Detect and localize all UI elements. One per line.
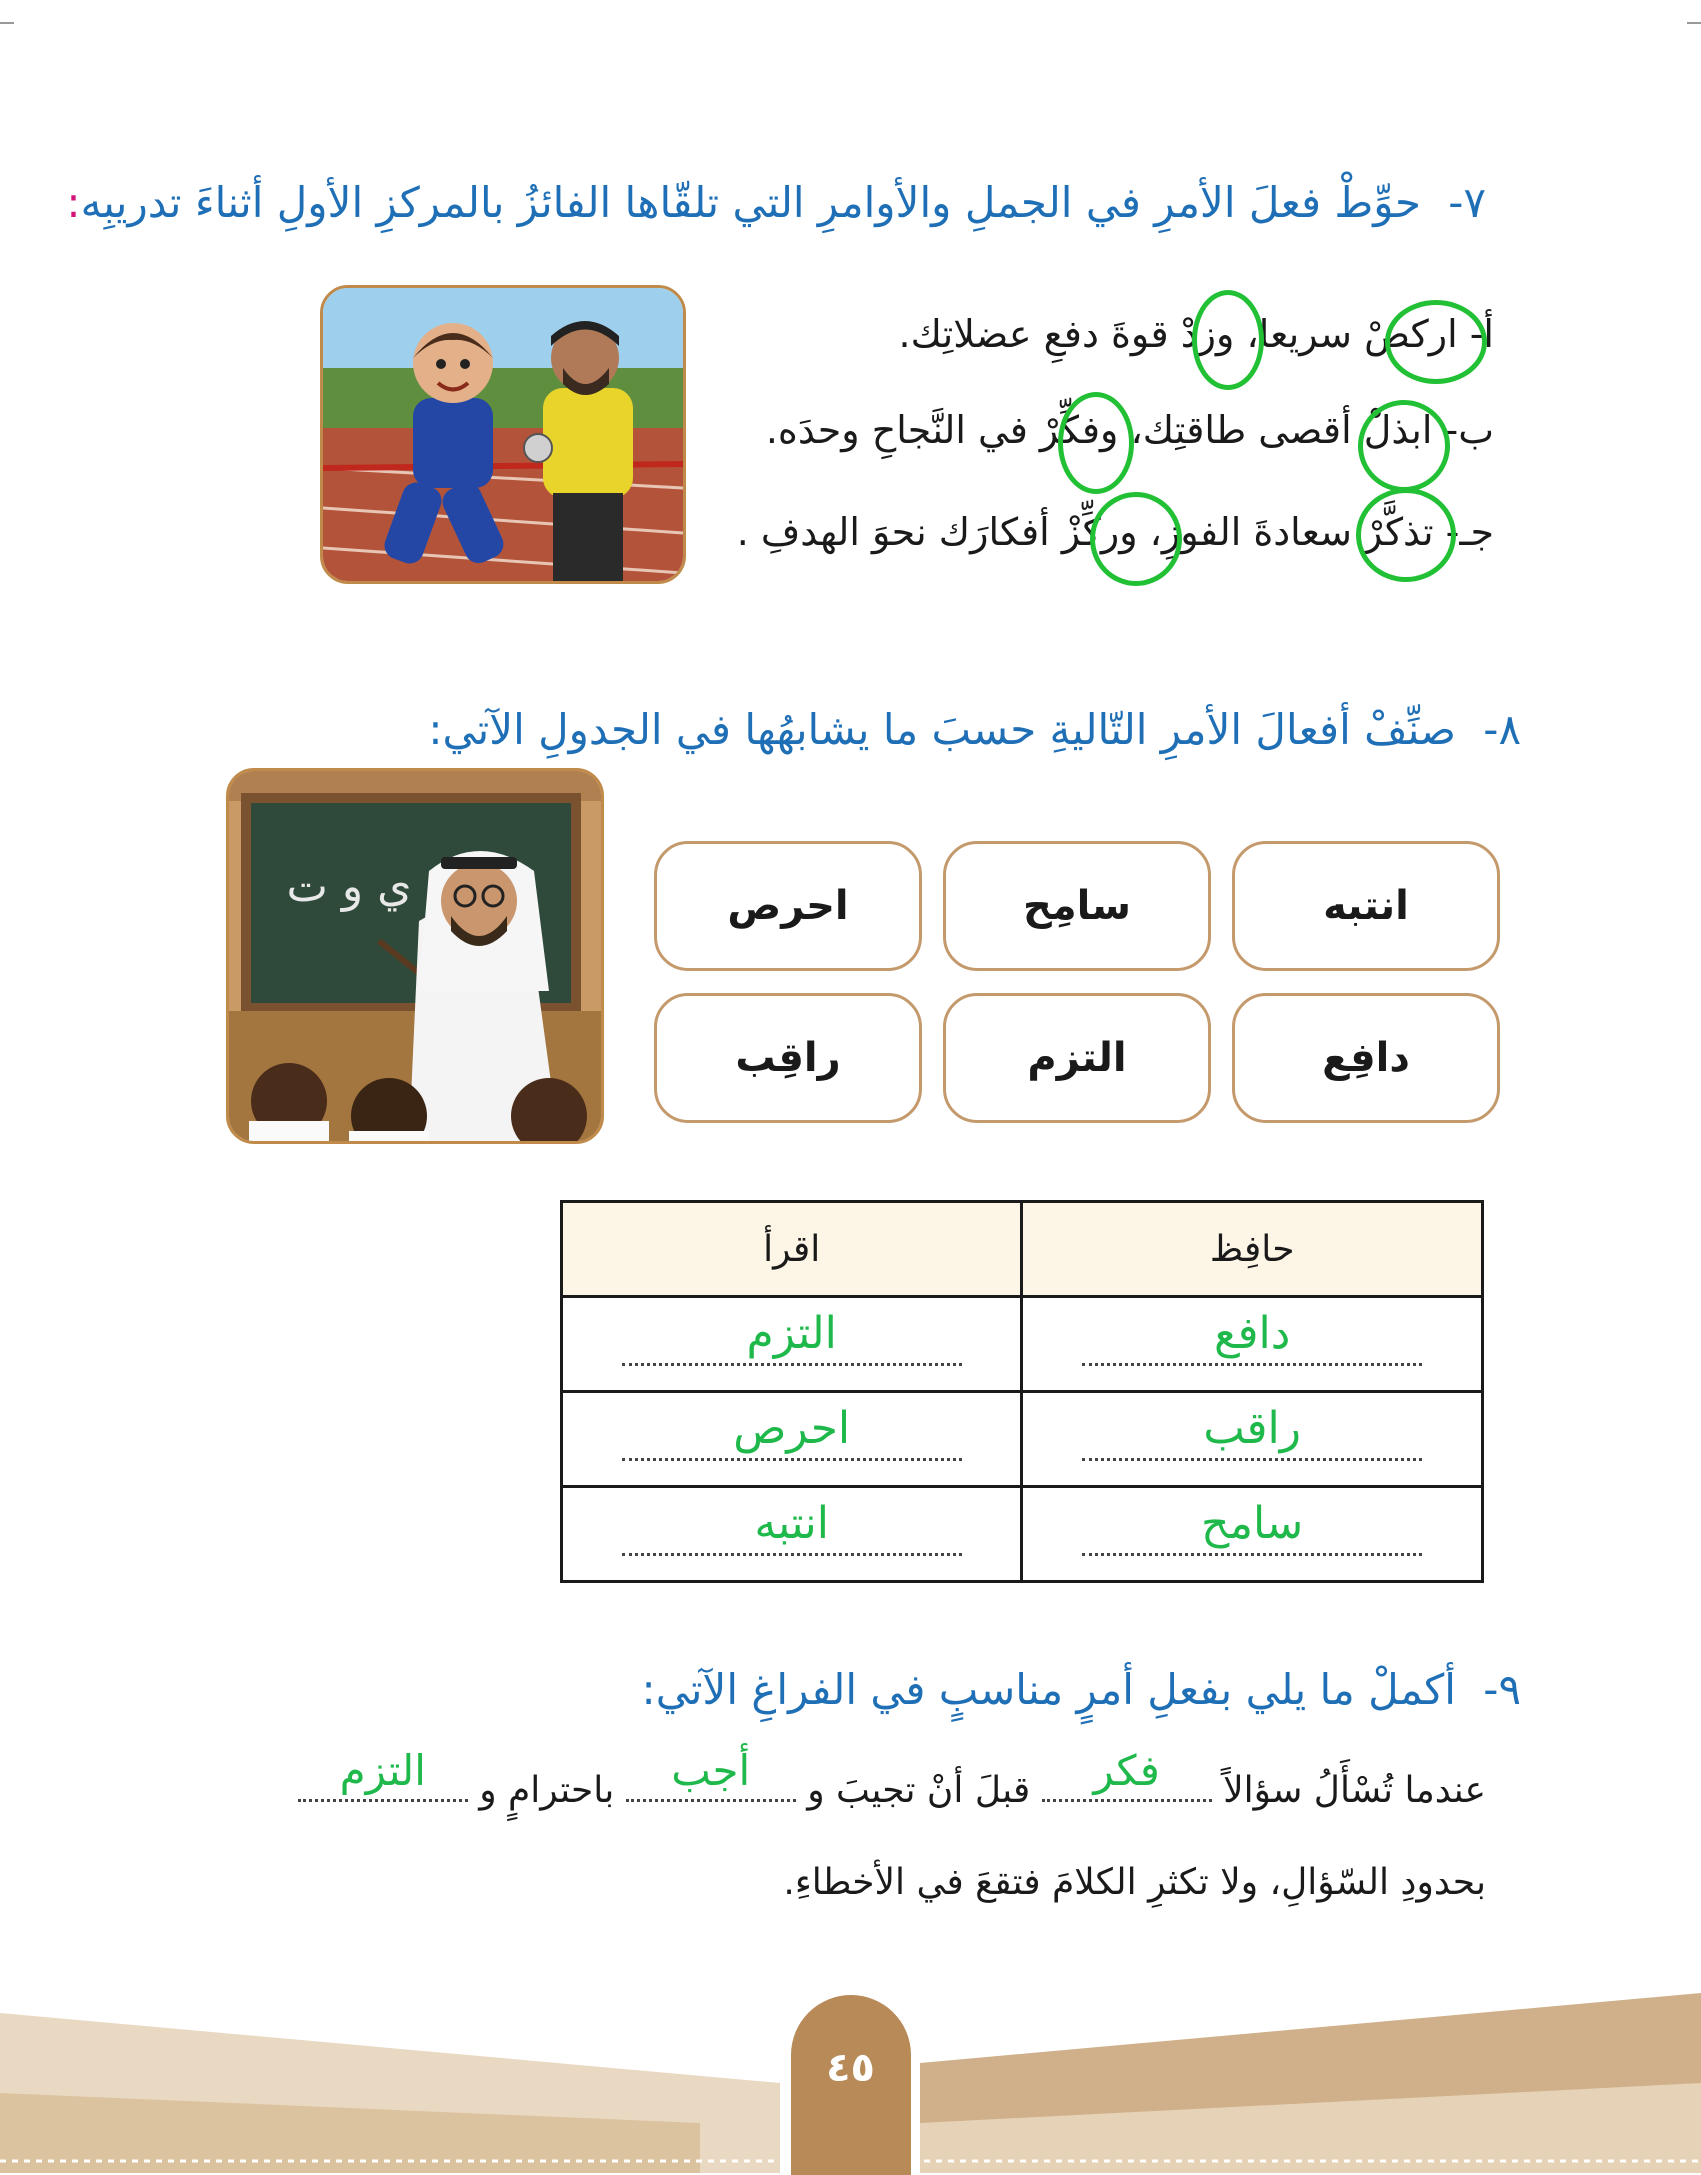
- answer-text: انتبه: [754, 1498, 829, 1549]
- answer-text: دافع: [1214, 1308, 1291, 1359]
- answer-circle-fakkir: [1058, 392, 1134, 494]
- q8-heading: [428, 705, 1521, 754]
- answer-cell[interactable]: [562, 1297, 1022, 1392]
- dotted-line: [622, 1458, 962, 1461]
- dotted-line: [1082, 1553, 1422, 1556]
- q9-line-2: بحدودِ السّؤالِ، ولا تكثرِ الكلامَ فتقعَ في الأخطاءِ.: [783, 1862, 1486, 1903]
- answer-cell[interactable]: [1022, 1392, 1483, 1487]
- q9-text-3: باحترامٍ و: [479, 1770, 615, 1811]
- column-header-iqra: اقرأ: [562, 1202, 1022, 1297]
- table-header-row: [562, 1202, 1483, 1297]
- answer-iltazim: التزم: [339, 1746, 426, 1795]
- column-header-hafiz: حافِظ: [1022, 1202, 1483, 1297]
- word-box-2: سامِح: [943, 841, 1211, 971]
- teacher-classroom-illustration: [226, 768, 604, 1144]
- table-row: [562, 1297, 1483, 1392]
- answer-circle-zid: [1192, 290, 1264, 390]
- classification-table: [560, 1200, 1484, 1583]
- dotted-line: [1082, 1363, 1422, 1366]
- q7-sentence-b: ب- ابذلْ أقصى طاقتِك، وفكِّرْ في النَّجاحِ وحدَه.: [765, 408, 1494, 452]
- q7-instruction: حوِّطْ فعلَ الأمرِ في الجملِ والأوامرِ التي تلقّاها الفائزُ بالمركزِ الأولِ أثناءَ تدريبِه: [80, 178, 1421, 227]
- q9-line-1: [298, 1746, 1486, 1811]
- q8-instruction: صنِّفْ أفعالَ الأمرِ التّاليةِ حسبَ ما يشابهُها في الجدولِ الآتي:: [428, 705, 1456, 754]
- answer-circle-urkud: [1385, 300, 1487, 384]
- q7-sentence-c: جـ- تذكَّرْ سعادةَ الفوزِ، وركِّزْ أفكارَك نحوَ الهدفِ .: [736, 510, 1494, 554]
- runner-coach-illustration: [320, 285, 686, 584]
- dotted-line: [622, 1363, 962, 1366]
- blank-3[interactable]: [298, 1746, 468, 1811]
- answer-cell[interactable]: [1022, 1297, 1483, 1392]
- word-box-4: دافِع: [1232, 993, 1500, 1123]
- q7-colon: :: [66, 178, 81, 227]
- q9-instruction: أكملْ ما يلي بفعلِ أمرٍ مناسبٍ في الفراغِ الآتي:: [641, 1665, 1456, 1714]
- answer-text: احرص: [733, 1403, 851, 1454]
- blank-2[interactable]: [626, 1746, 796, 1811]
- word-box-3: احرص: [654, 841, 922, 971]
- answer-cell[interactable]: [562, 1487, 1022, 1582]
- word-box-5: التزم: [943, 993, 1211, 1123]
- q8-number: ٨-: [1483, 705, 1521, 754]
- board-letters: ي و ت: [286, 861, 412, 912]
- page-number: ٤٥: [791, 1995, 911, 2175]
- answer-cell[interactable]: [562, 1392, 1022, 1487]
- answer-circle-ibdhul: [1358, 400, 1450, 492]
- answer-circle-rakkiz: [1090, 492, 1182, 586]
- answer-text: التزم: [746, 1308, 837, 1359]
- answer-cell[interactable]: [1022, 1487, 1483, 1582]
- q7-number: ٧-: [1448, 178, 1486, 227]
- blank-1[interactable]: [1042, 1746, 1212, 1811]
- q9-text-2: قبلَ أنْ تجيبَ و: [807, 1770, 1031, 1811]
- answer-circle-tadhakkar: [1356, 488, 1456, 582]
- answer-text: راقب: [1203, 1403, 1302, 1454]
- dotted-line: [622, 1553, 962, 1556]
- word-box-1: انتبه: [1232, 841, 1500, 971]
- q9-text-1: عندما تُسْأَلُ سؤالاً: [1223, 1770, 1486, 1811]
- q7-heading: [66, 178, 1486, 227]
- q9-number: ٩-: [1483, 1665, 1521, 1714]
- answer-text: سامح: [1201, 1498, 1304, 1549]
- q9-heading: [642, 1665, 1521, 1714]
- word-box-6: راقِب: [654, 993, 922, 1123]
- dotted-line: [1082, 1458, 1422, 1461]
- table-row: [562, 1487, 1483, 1582]
- q7-sentence-a: أ- اركضْ سريعا، وزدْ قوةَ دفعِ عضلاتِك.: [898, 312, 1494, 356]
- answer-fakkir: فكر: [1093, 1746, 1160, 1795]
- answer-ajib: أجب: [671, 1746, 751, 1795]
- table-row: [562, 1392, 1483, 1487]
